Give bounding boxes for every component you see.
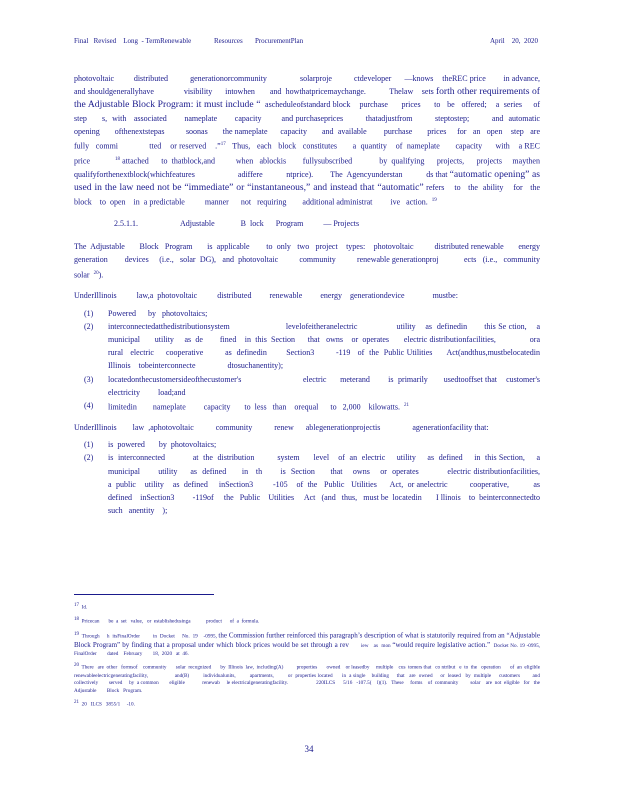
footnote-text: Through h itsFinalOrder in Docket No. 19 -0995, <box>79 633 219 640</box>
footnote-number: 21 <box>74 700 79 706</box>
footnote-text: iew as mon <box>348 642 391 649</box>
para1-automatic-opening: “automatic opening” as used in the law need not be “immediate” or “instantaneous,” and instead that “automatic” <box>74 168 543 193</box>
list-item <box>74 438 540 451</box>
list-item <box>74 373 560 399</box>
footnotes <box>74 602 546 714</box>
footnote-number: 17 <box>74 603 79 608</box>
footnote-text: Id. <box>79 604 88 611</box>
footnote-18 <box>74 616 540 626</box>
footnote-19 <box>74 631 546 659</box>
header-date: April 20, 2020 <box>489 37 538 45</box>
section-title: Adjustable B lock Program — Projects <box>180 219 360 228</box>
para2-end: ). <box>98 270 104 280</box>
footnote-text: Docket No. 19 -0995, FinalOrder dated February 18, 2020 at 46. <box>74 642 546 657</box>
footnote-number: 18 <box>74 617 79 623</box>
list-item-label: (1) <box>84 440 94 450</box>
list-item <box>74 307 540 320</box>
community-requirements-list <box>74 438 574 517</box>
footnote-emphasis: “would require legislative action.” <box>392 640 491 649</box>
list-item-4-text: limitedin nameplate capacity to less than orequal to 2,000 kilowatts. <box>108 402 404 412</box>
footnote-text: Pricecan be a set value, or establishedusinga product of a formula. <box>79 619 260 626</box>
list-item <box>74 451 574 517</box>
footnote-ref-18[interactable]: 18 <box>115 156 121 162</box>
footnote-emphasis: the Commission further reinforced this paragraph’s description of what is statutorily required from an “Adjustable Block Program” by finding that a proposal under which block prices would be set through a rev <box>74 631 540 649</box>
footnote-number: 19 <box>74 631 79 637</box>
list-item <box>74 399 540 414</box>
dg-requirements-list <box>74 307 586 414</box>
para2-text: The Adjustable Block Program is applicable to only two project types: photovoltaic distributed renewable energy generation devices (i.e., solar DG), and photovoltaic community renewable generationproj ects (i.e., community solar <box>74 242 564 280</box>
footnote-17 <box>74 602 540 612</box>
footnote-ref-20[interactable]: 20 <box>93 270 99 276</box>
list-item-label: (1) <box>84 308 94 318</box>
footnote-text: There are other formsof community solar recognized by Illinois law, including(A) properties owned or leasedby multiple cus tomers that co ntribut e to the operation of an eligible renewableelectricgeneratingfacility, and(B) individualunits, apartments, or properties located in a single building that are owned or leased by multiple customers and collectively served by a common eligible renewab le electricalgeneratingfacility. 220ILCS 5/16 -107.5( l)(1). These forms of community solar are not eligible for the Adjustable Block Program. <box>74 664 546 694</box>
footnote-number: 20 <box>74 663 79 669</box>
list-item-text: locatedonthecustomersideofthecustomer's electric meterand is primarily usedtooffset that customer's electricity load;and <box>108 374 560 397</box>
paragraph-dg-intro <box>74 289 540 302</box>
list-item-text: is interconnected at the distribution system level of an electric utility as defined in this Section, a municipal utility as defined in th is Section that owns or operates electric distributionfacilities, a public utility as defined inSection3 -105 of the Public Utilities Act, or anelectric cooperative, as defined inSection3 -119of the Public Utilities Act (and thus, must be locatedin I llinois to beinterconnectedto such anentity ); <box>108 453 574 516</box>
para1-d: Thus, each block constitutes a quantity of nameplate capacity with a REC price <box>74 141 544 166</box>
footnote-20 <box>74 662 546 695</box>
footnote-ref-21[interactable]: 21 <box>403 403 409 409</box>
para1-e: attached to thatblock,and when ablockis fullysubscribed by qualifying projects, projects maythen qualifyforthenextblock(whichfeatures adiffere ntprice). The Agencyunderstan ds that <box>74 156 542 179</box>
footnote-21 <box>74 699 540 709</box>
section-number: 2.5.1.1. <box>114 219 138 228</box>
list-item-label: (3) <box>84 374 94 384</box>
paragraph-block-price <box>74 72 554 209</box>
para1-a: photovoltaic distributed generationorcommunity solarproje ctdeveloper —knows theREC price in advance, and shouldgenerallyhave visibility intowhen and howthatpricemaychange. Thelaw sets <box>74 74 550 97</box>
paragraph-project-types <box>74 240 564 281</box>
list-item-text: Powered by photovoltaics; <box>108 308 208 318</box>
footnote-text: 20 ILCS 3855/1 -10. <box>79 702 135 709</box>
footnote-ref-17[interactable]: 17 <box>220 142 226 148</box>
paragraph-community-intro <box>74 421 540 434</box>
list-item-text <box>108 399 540 414</box>
footnote-ref-19[interactable]: 19 <box>431 198 437 204</box>
para3-intro: UnderIllinois law,a photovoltaic distributed renewable energy generationdevice mustbe: <box>74 291 458 301</box>
footnote-divider <box>74 594 214 595</box>
list-item-label: (2) <box>84 321 94 331</box>
list-item-label: (4) <box>84 401 94 411</box>
para1-quote-intro: forth other requirements of the Adjustable Block Program: it must include “ <box>74 86 543 111</box>
list-item-text: is powered by photovoltaics; <box>108 440 217 450</box>
page-number: 34 <box>304 744 314 754</box>
list-item-label: (2) <box>84 453 94 463</box>
para1-c: ascheduleofstandard block purchase prices to be offered; a series of step s, with associated nameplate capacity and purchaseprices thatadjustfrom steptostep; and automatic opening ofthenextstepas soonas the nameplate capacity and available purchase prices for an open step are fully commi tted or reserved .” <box>74 100 554 151</box>
header-title: Final Revised Long - TermRenewable Resources ProcurementPlan <box>74 37 304 45</box>
running-header <box>74 37 538 45</box>
body-text <box>74 72 586 524</box>
para1-g: refers to the ability for the block to open in a predictable manner not requiring additional administrat ive action. <box>74 182 544 207</box>
section-heading <box>114 217 540 230</box>
list-item-text: interconnectedatthedistributionsystem levelofeitheranelectric utility as definedin this Se ction, a municipal utility as de fined in this Section that owns or operates electric distributionfacilities, ora rural electric cooperative as definedin Section3 -119 of the Public Utilities Act(andthus,mustbelocatedin Illinois tobeinterconnecte dtosuchanentity); <box>108 321 586 371</box>
para4-intro: UnderIllinois law ,aphotovoltaic community renew ablegenerationprojectis agenerationfacility that: <box>74 422 489 432</box>
list-item <box>74 320 586 373</box>
